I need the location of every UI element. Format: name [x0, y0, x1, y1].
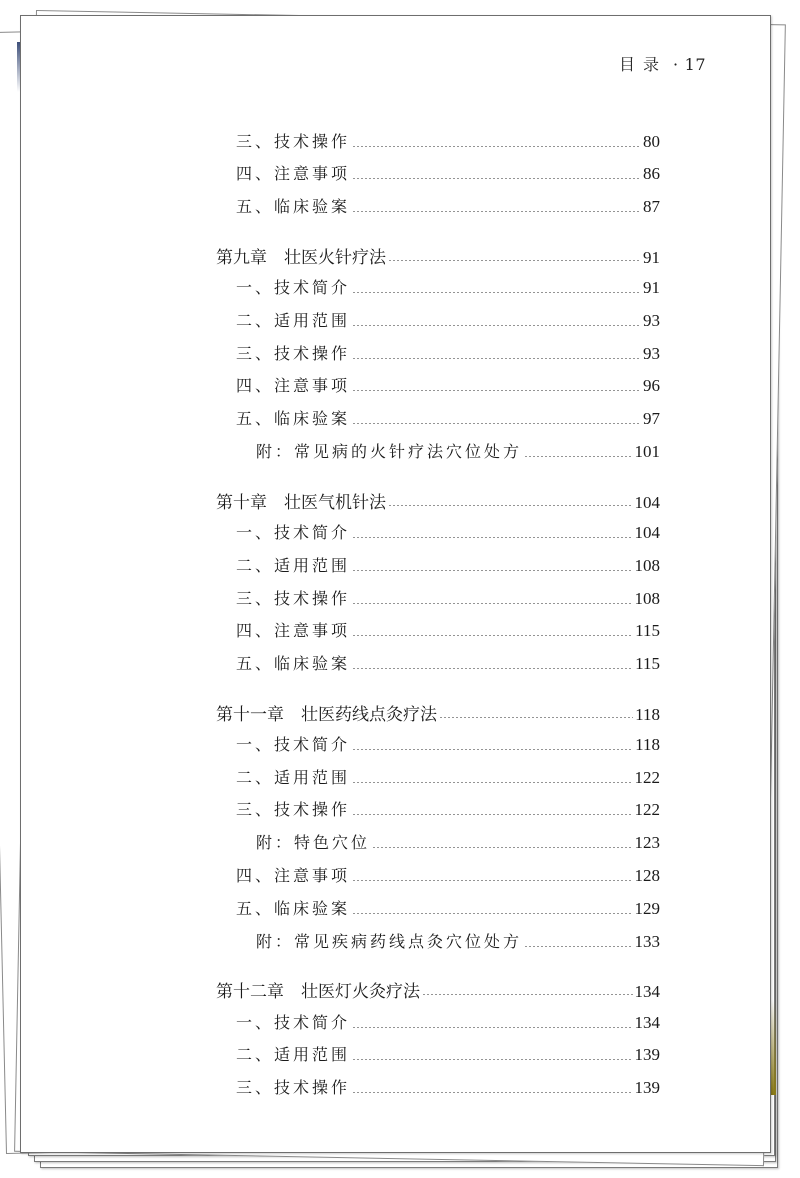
toc-entry-section[interactable]: [236, 553, 660, 577]
toc-entry-page-number: 108: [634, 556, 660, 575]
toc-entry-page-number: 93: [643, 311, 660, 330]
toc-entry-section[interactable]: [236, 1010, 660, 1034]
dot-leader: [352, 358, 641, 359]
toc-page: [20, 15, 771, 1153]
toc-entry-section[interactable]: [236, 1042, 660, 1066]
dot-leader: [352, 390, 641, 391]
toc-entry-section[interactable]: [236, 896, 660, 920]
toc-entry-page-number: 104: [634, 523, 660, 542]
toc-entry-title: 三、技术操作: [236, 1078, 351, 1097]
toc-entry-page-number: 122: [634, 800, 660, 819]
toc-entry-page-number: 96: [643, 376, 660, 395]
toc-entry-section[interactable]: [236, 161, 660, 185]
dot-leader: [352, 749, 633, 750]
dot-leader: [439, 717, 633, 718]
toc-entry-page-number: 118: [635, 705, 660, 724]
toc-entry-page-number: 86: [643, 164, 660, 183]
toc-entry-page-number: 123: [634, 833, 660, 852]
dot-leader: [352, 814, 632, 815]
toc-entry-page-number: 93: [643, 344, 660, 363]
toc-entry-title: 三、技术操作: [236, 344, 351, 363]
toc-entry-title: 五、临床验案: [236, 899, 351, 918]
dot-leader: [352, 423, 641, 424]
dot-leader: [352, 880, 632, 881]
toc-entry-title: 四、注意事项: [236, 866, 351, 885]
toc-entry-title: 五、临床验案: [236, 197, 351, 216]
toc-entry-title: 四、注意事项: [236, 164, 351, 183]
toc-entry-page-number: 87: [643, 197, 660, 216]
header-title: 目录: [619, 55, 668, 74]
toc-entry-page-number: 118: [635, 735, 660, 754]
toc-entry-page-number: 133: [634, 932, 660, 951]
toc-entry-section[interactable]: [236, 373, 660, 397]
toc-entry-section[interactable]: [236, 651, 660, 675]
dot-leader: [422, 994, 633, 995]
dot-leader: [352, 325, 641, 326]
dot-leader: [352, 635, 633, 636]
toc-entry-chapter[interactable]: [216, 700, 660, 724]
toc-entry-title: 附：常见病的火针疗法穴位处方: [256, 442, 523, 461]
toc-entry-appendix[interactable]: [256, 439, 660, 463]
toc-entry-page-number: 134: [634, 982, 660, 1001]
toc-entry-section[interactable]: [236, 308, 660, 332]
toc-entry-page-number: 108: [634, 589, 660, 608]
toc-entry-title: 四、注意事项: [236, 376, 351, 395]
toc-entry-section[interactable]: [236, 341, 660, 365]
toc-entry-section[interactable]: [236, 618, 660, 642]
header-separator: ·: [673, 55, 679, 74]
toc-entry-title: 一、技术简介: [236, 278, 351, 297]
toc-entry-title: 第十二章 壮医灯火灸疗法: [216, 982, 420, 1002]
toc-entry-page-number: 115: [635, 621, 660, 640]
toc-entry-title: 附：常见疾病药线点灸穴位处方: [256, 932, 523, 951]
dot-leader: [352, 913, 632, 914]
toc-entry-page-number: 139: [634, 1045, 660, 1064]
toc-entry-page-number: 128: [634, 866, 660, 885]
toc-entry-title: 三、技术操作: [236, 589, 351, 608]
dot-leader: [352, 211, 641, 212]
toc-entry-section[interactable]: [236, 797, 660, 821]
toc-entry-title: 二、适用范围: [236, 768, 351, 787]
toc-entry-title: 第十章 壮医气机针法: [216, 493, 386, 513]
toc-entry-appendix[interactable]: [256, 830, 660, 854]
toc-entry-title: 四、注意事项: [236, 621, 351, 640]
toc-entry-chapter[interactable]: [216, 488, 660, 512]
dot-leader: [352, 178, 641, 179]
toc-entry-section[interactable]: [236, 275, 660, 299]
dot-leader: [352, 668, 633, 669]
toc-entry-section[interactable]: [236, 732, 660, 756]
toc-entry-title: 第十一章 壮医药线点灸疗法: [216, 705, 437, 725]
toc-entry-title: 二、适用范围: [236, 311, 351, 330]
toc-entry-section[interactable]: [236, 129, 660, 153]
toc-entry-page-number: 104: [634, 493, 660, 512]
header-page-number: 17: [684, 55, 706, 74]
toc-entry-title: 一、技术简介: [236, 523, 351, 542]
dot-leader: [352, 782, 632, 783]
toc-entry-title: 一、技术简介: [236, 735, 351, 754]
dot-leader: [352, 146, 641, 147]
dot-leader: [352, 603, 632, 604]
dot-leader: [372, 847, 632, 848]
toc-entry-title: 三、技术操作: [236, 132, 351, 151]
running-header: [619, 52, 706, 75]
toc-entry-appendix[interactable]: [256, 929, 660, 953]
toc-entry-page-number: 101: [634, 442, 660, 461]
toc-entry-page-number: 80: [643, 132, 660, 151]
toc-entry-page-number: 97: [643, 409, 660, 428]
toc-entry-section[interactable]: [236, 586, 660, 610]
dot-leader: [524, 946, 632, 947]
dot-leader: [388, 505, 633, 506]
toc-entry-title: 第九章 壮医火针疗法: [216, 248, 386, 268]
dot-leader: [352, 1059, 632, 1060]
toc-entry-chapter[interactable]: [216, 243, 660, 267]
dot-leader: [352, 537, 632, 538]
toc-entry-section[interactable]: [236, 520, 660, 544]
toc-entry-page-number: 122: [634, 768, 660, 787]
toc-entry-page-number: 129: [634, 899, 660, 918]
toc-entry-title: 三、技术操作: [236, 800, 351, 819]
toc-entry-section[interactable]: [236, 863, 660, 887]
toc-entry-title: 五、临床验案: [236, 409, 351, 428]
toc-entry-title: 二、适用范围: [236, 556, 351, 575]
toc-entry-page-number: 134: [634, 1013, 660, 1032]
dot-leader: [352, 1027, 632, 1028]
toc-entry-page-number: 139: [634, 1078, 660, 1097]
dot-leader: [352, 1092, 632, 1093]
toc-entry-section[interactable]: [236, 406, 660, 430]
toc-entry-page-number: 91: [643, 248, 660, 267]
toc-entry-page-number: 115: [635, 654, 660, 673]
dot-leader: [524, 456, 632, 457]
toc-entry-section[interactable]: [236, 194, 660, 218]
toc-entry-section[interactable]: [236, 765, 660, 789]
toc-entry-page-number: 91: [643, 278, 660, 297]
toc-entry-title: 五、临床验案: [236, 654, 351, 673]
dot-leader: [352, 570, 632, 571]
toc-entry-title: 一、技术简介: [236, 1013, 351, 1032]
dot-leader: [352, 292, 641, 293]
toc-entry-title: 二、适用范围: [236, 1045, 351, 1064]
toc-entry-title: 附：特色穴位: [256, 833, 371, 852]
toc-entry-section[interactable]: [236, 1075, 660, 1099]
dot-leader: [388, 260, 641, 261]
toc-entry-chapter[interactable]: [216, 977, 660, 1001]
